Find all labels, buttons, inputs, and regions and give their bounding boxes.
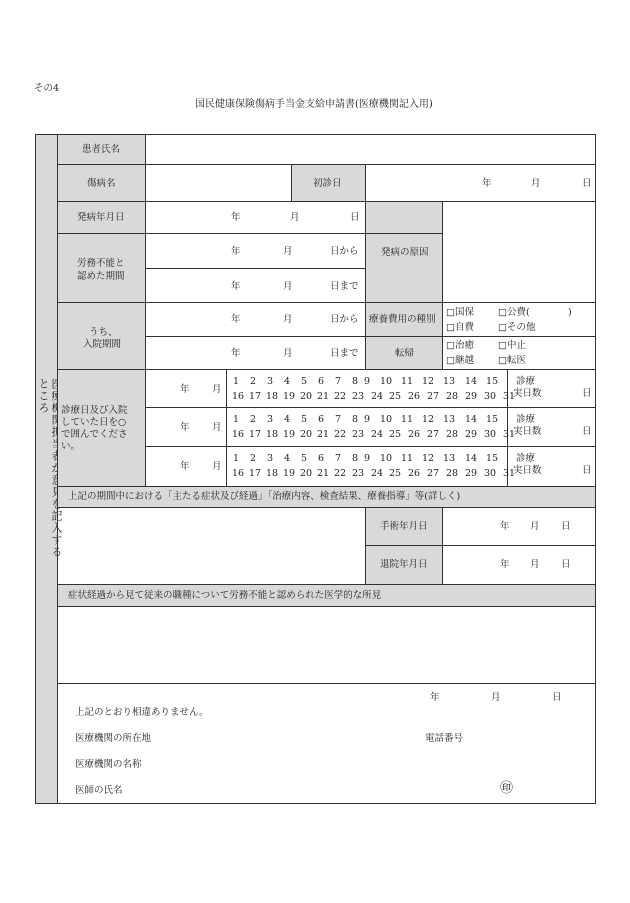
onset-date-field[interactable]	[146, 202, 364, 232]
label-discharge-date: 退院年月日	[380, 559, 428, 570]
opinion-header: 症状経過から見て従来の職種について労務不能と認められた医学的な所見	[68, 590, 382, 601]
label-cause: 発病の原因	[381, 247, 429, 258]
side-label: 見を記入するところ	[37, 378, 63, 558]
label-incapacity-2: 認めた期間	[77, 271, 125, 282]
day-number[interactable]: 30	[483, 391, 497, 402]
seal-mark: ㊞	[500, 781, 514, 796]
day-number[interactable]: 3	[266, 414, 274, 425]
day-number[interactable]: 28	[445, 429, 459, 440]
day-number[interactable]: 25	[388, 429, 402, 440]
day-number[interactable]: 8	[351, 376, 359, 387]
day-number[interactable]: 7	[334, 453, 342, 464]
day-number[interactable]: 8	[351, 414, 359, 425]
day-number[interactable]: 21	[316, 429, 330, 440]
label-address: 医療機関の所在地	[75, 733, 152, 744]
day-number[interactable]: 31	[502, 429, 516, 440]
day-number[interactable]: 27	[426, 468, 440, 479]
day-number[interactable]: 4	[283, 453, 291, 464]
label-actual-days: 実日数	[513, 465, 542, 476]
day-number[interactable]: 19	[282, 468, 296, 479]
day-number[interactable]: 20	[299, 391, 313, 402]
label-visit-days-3: で囲んでくださ	[61, 429, 128, 440]
day-number[interactable]: 5	[300, 414, 308, 425]
phone-field[interactable]	[475, 728, 590, 746]
day-number[interactable]: 28	[445, 391, 459, 402]
label-outcome: 転帰	[395, 348, 415, 359]
day-number[interactable]: 27	[426, 429, 440, 440]
day-number[interactable]: 10	[379, 414, 393, 425]
day-number[interactable]: 23	[351, 468, 365, 479]
day-number[interactable]: 3	[266, 376, 274, 387]
day-number[interactable]: 16	[231, 468, 245, 479]
day-number[interactable]: 28	[445, 468, 459, 479]
day-number[interactable]: 6	[317, 453, 325, 464]
label-hospital-2: 入院期間	[83, 339, 122, 350]
day-number[interactable]: 17	[248, 468, 262, 479]
day-number[interactable]: 15	[485, 453, 499, 464]
incapacity-period-field[interactable]	[146, 234, 364, 301]
day-number[interactable]: 7	[334, 414, 342, 425]
first-visit-date-field[interactable]	[366, 165, 594, 200]
day-number[interactable]: 14	[464, 453, 478, 464]
institution-field[interactable]	[165, 754, 585, 772]
day-number[interactable]: 3	[266, 453, 274, 464]
day-number[interactable]: 31	[502, 468, 516, 479]
label-hospital-1: うち、	[89, 327, 118, 338]
day-number[interactable]: 6	[317, 414, 325, 425]
day-number[interactable]: 18	[265, 468, 279, 479]
day-number[interactable]: 20	[299, 429, 313, 440]
day-number[interactable]: 26	[407, 429, 421, 440]
day-number[interactable]: 20	[299, 468, 313, 479]
label-phone: 電話番号	[425, 733, 464, 744]
day-number[interactable]: 30	[483, 429, 497, 440]
cause-field[interactable]	[443, 202, 594, 301]
day-number[interactable]: 16	[231, 429, 245, 440]
label-onset-date: 発病年月日	[77, 212, 125, 223]
label-visit-days-2: していた日を○	[61, 417, 127, 428]
label-doctor: 医師の氏名	[75, 785, 123, 796]
day-number[interactable]: 12	[421, 376, 435, 387]
day-number[interactable]: 13	[442, 453, 456, 464]
label-actual-days: 診療	[516, 414, 536, 425]
day-number[interactable]: 4	[283, 376, 291, 387]
day-number[interactable]: 16	[231, 391, 245, 402]
day-number[interactable]: 18	[265, 429, 279, 440]
day-number[interactable]: 11	[400, 376, 414, 387]
form-number: その4	[34, 83, 60, 94]
day-number[interactable]: 1	[232, 376, 240, 387]
day-number[interactable]: 10	[379, 453, 393, 464]
day-number[interactable]: 24	[370, 429, 384, 440]
day-number[interactable]: 10	[379, 376, 393, 387]
day-number[interactable]: 24	[370, 468, 384, 479]
option-kokuho[interactable]: □国保	[446, 307, 474, 318]
label-visit-days-4: い。	[61, 441, 81, 452]
day-number[interactable]: 21	[316, 391, 330, 402]
label-first-visit: 初診日	[313, 178, 342, 189]
day-number[interactable]: 6	[317, 376, 325, 387]
day-number[interactable]: 26	[407, 391, 421, 402]
day-number[interactable]: 19	[282, 391, 296, 402]
day-number[interactable]: 11	[400, 414, 414, 425]
day-number[interactable]: 22	[333, 391, 347, 402]
day-number[interactable]: 8	[351, 453, 359, 464]
option-kohi[interactable]: □公費(	[498, 307, 530, 318]
day-number[interactable]: 1	[232, 453, 240, 464]
day-number[interactable]: 7	[334, 376, 342, 387]
day-number[interactable]: 5	[300, 376, 308, 387]
day-number[interactable]: 4	[283, 414, 291, 425]
option-jihi[interactable]: □自費	[446, 322, 474, 333]
day-number[interactable]: 25	[388, 468, 402, 479]
address-field[interactable]	[165, 728, 405, 746]
day-number[interactable]: 24	[370, 391, 384, 402]
certify-text: 上記のとおり相違ありません。	[75, 707, 209, 718]
day-number[interactable]: 29	[464, 468, 478, 479]
day-number[interactable]: 2	[249, 414, 257, 425]
day-number[interactable]: 13	[442, 376, 456, 387]
option-cured[interactable]: □治癒	[446, 340, 474, 351]
day-number[interactable]: 1	[232, 414, 240, 425]
course-header: 上記の期間中における「主たる症状及び経過」「治療内容、検査結果、療養指導」等(詳しく)	[68, 491, 461, 502]
label-patient-name: 患者氏名	[82, 144, 121, 155]
option-stopped[interactable]: □中止	[498, 340, 526, 351]
doctor-field[interactable]	[165, 780, 485, 798]
day-number[interactable]: 31	[502, 391, 516, 402]
day-number[interactable]: 29	[464, 429, 478, 440]
day-number[interactable]: 14	[464, 414, 478, 425]
day-number[interactable]: 13	[442, 414, 456, 425]
label-actual-days: 診療	[516, 376, 536, 387]
day-number[interactable]: 22	[333, 429, 347, 440]
day-number[interactable]: 17	[248, 429, 262, 440]
day-number[interactable]: 17	[248, 391, 262, 402]
label-surgery-date: 手術年月日	[380, 521, 428, 532]
course-field[interactable]	[58, 508, 364, 583]
day-number[interactable]: 9	[363, 414, 371, 425]
day-number[interactable]: 2	[249, 376, 257, 387]
day-number[interactable]: 5	[300, 453, 308, 464]
day-number[interactable]: 9	[363, 376, 371, 387]
day-number[interactable]: 12	[421, 453, 435, 464]
hospital-period-field[interactable]	[146, 303, 364, 368]
day-number[interactable]: 25	[388, 391, 402, 402]
form-title: 国民健康保険傷病手当金支給申請書(医療機関記入用)	[195, 99, 433, 110]
day-number[interactable]: 26	[407, 468, 421, 479]
day-number[interactable]: 29	[464, 391, 478, 402]
label-disease-name: 傷病名	[87, 178, 116, 189]
label-actual-days: 実日数	[513, 388, 542, 399]
day-number[interactable]: 2	[249, 453, 257, 464]
patient-name-field[interactable]	[146, 135, 594, 163]
day-number[interactable]: 23	[351, 429, 365, 440]
day-number[interactable]: 14	[464, 376, 478, 387]
day-number[interactable]: 11	[400, 453, 414, 464]
day-number[interactable]: 15	[485, 414, 499, 425]
day-number[interactable]: 21	[316, 468, 330, 479]
disease-name-field[interactable]	[146, 165, 290, 200]
option-continued[interactable]: □継越	[446, 355, 474, 366]
label-institution: 医療機関の名称	[75, 759, 142, 770]
label-cost-type: 療養費用の種別	[369, 314, 436, 325]
day-number[interactable]: 15	[485, 376, 499, 387]
day-number[interactable]: 12	[421, 414, 435, 425]
day-number[interactable]: 9	[363, 453, 371, 464]
day-number[interactable]: 22	[333, 468, 347, 479]
surgery-date-field[interactable]	[443, 508, 594, 544]
day-number[interactable]: 27	[426, 391, 440, 402]
label-actual-days: 実日数	[513, 426, 542, 437]
option-other[interactable]: □その他	[498, 322, 536, 333]
day-number[interactable]: 19	[282, 429, 296, 440]
day-number[interactable]: 23	[351, 391, 365, 402]
option-transferred[interactable]: □転医	[498, 355, 526, 366]
label-incapacity-1: 労務不能と	[77, 258, 125, 269]
label-actual-days: 診療	[516, 453, 536, 464]
day-number[interactable]: 18	[265, 391, 279, 402]
day-number[interactable]: 30	[483, 468, 497, 479]
label-visit-days-1: 診療日及び入院	[61, 405, 128, 416]
opinion-field[interactable]	[58, 607, 594, 682]
discharge-date-field[interactable]	[443, 546, 594, 583]
